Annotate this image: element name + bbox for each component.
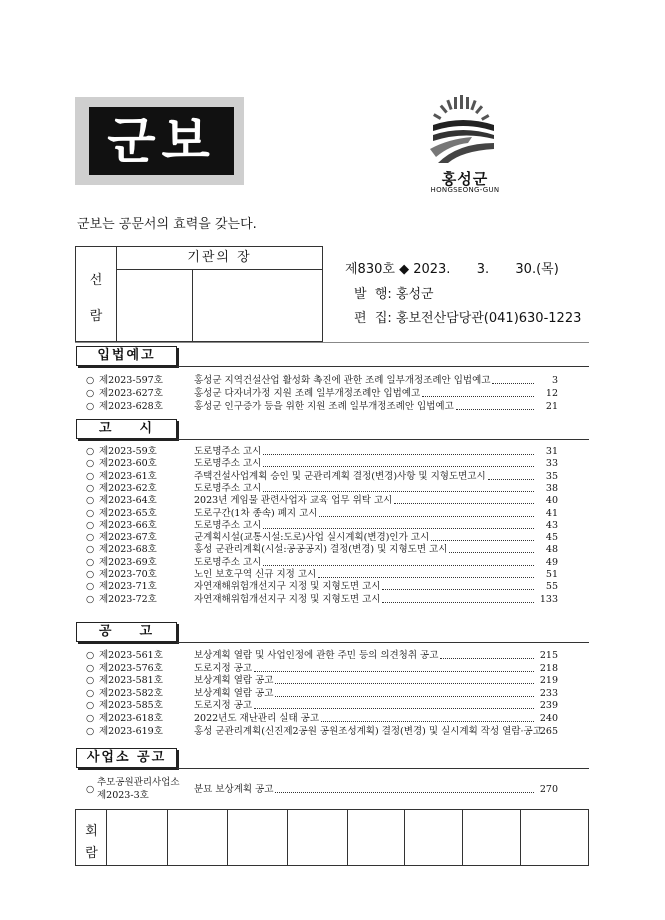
signature-cell [521,810,588,865]
bullet: ○ [86,675,95,687]
bullet: ○ [86,556,95,568]
bullet: ○ [86,581,95,593]
list-item[interactable] [86,507,558,520]
section-rule [177,439,589,440]
item-page: 35 [545,470,558,482]
bullet: ○ [86,687,95,699]
bullet: ○ [86,725,95,737]
list-item[interactable] [86,400,558,413]
bullet: ○ [86,401,95,412]
list-item[interactable] [86,568,558,581]
list-item[interactable] [86,387,558,400]
item-title: 주택건설사업계획 승인 및 군관리계획 결정(변경)사항 및 지형도면고시 [194,470,486,482]
section-rule [177,768,589,769]
list-item[interactable] [86,776,558,802]
leader-dots [263,556,534,566]
leader-dots [263,445,534,455]
masthead-frame [75,97,244,185]
item-title: 노인 보호구역 신규 지정 고시 [194,569,317,580]
leader-dots [254,662,534,672]
item-title: 보상계획 열람 공고 [194,675,274,687]
list-item[interactable] [86,556,558,569]
item-page: 38 [545,482,558,494]
logo-name: 홍성군 [441,170,489,188]
item-page: 219 [539,675,558,687]
signature-cell [288,810,348,865]
bullet: ○ [86,458,95,470]
list-item[interactable] [86,470,558,483]
section-header-office-announcement: 사업소 공고 [76,748,177,768]
bullet: ○ [86,662,95,674]
review-label [76,810,107,865]
circulation-label [76,247,117,341]
item-number: 제2023-628호 [99,401,163,412]
item-number: 제2023-59호 [99,446,157,457]
item-title: 도로명주소 고시 [194,458,262,470]
list-item[interactable] [86,712,558,725]
list-item[interactable] [86,494,558,507]
item-page: 45 [545,532,558,544]
issue-number: 제830호 [345,262,395,277]
item-title: 도로명주소 고시 [194,519,262,531]
item-title: 홍성군 다자녀가정 지원 조례 일부개정조례안 입법예고 [194,388,421,399]
item-title: 도로명주소 고시 [194,556,262,568]
list-item[interactable] [86,687,558,700]
bullet: ○ [86,375,95,386]
item-number: 제2023-627호 [99,388,163,399]
item-title: 홍성군 인구증가 등을 위한 지원 조례 일부개정조례안 입법예고 [194,401,454,412]
list-item[interactable] [86,699,558,712]
leader-dots [263,457,534,467]
leader-dots [275,783,534,793]
publisher-line [354,283,434,302]
section-header-notice: 고 시 [76,419,177,439]
signature-cell [463,810,521,865]
signature-cell [348,810,405,865]
bullet: ○ [86,544,95,556]
item-page: 43 [545,519,558,531]
item-number: 제2023-3호 [97,790,149,801]
item-title: 2022년도 재난관리 실태 공고 [194,713,320,724]
item-title: 자연재해위험개선지구 지정 및 지형도면 고시 [194,593,381,605]
item-page: 48 [545,544,558,556]
list-item[interactable] [86,674,558,687]
leader-dots [382,593,534,603]
item-page: 40 [545,495,558,507]
item-number: 제2023-582호 [99,687,163,699]
item-title: 도로지정 공고 [194,700,253,712]
item-title: 도로지정 공고 [194,662,253,674]
publisher: 홍성군 [395,287,434,302]
logo-english-name: HONGSEONG-GUN [430,186,500,194]
item-title: 홍성군 지역건설산업 활성화 촉진에 관한 조례 일부개정조례안 입법예고 [194,375,491,386]
issue-line [345,258,559,277]
leader-dots [319,507,534,517]
item-page: 51 [545,569,558,580]
item-number: 제2023-62호 [99,482,157,494]
leader-dots [382,580,534,590]
item-title: 보상계획 열람 및 사업인정에 관한 주민 등의 의견청취 공고 [194,650,439,661]
item-page: 55 [545,581,558,593]
item-page: 3 [551,375,558,386]
list-item[interactable] [86,457,558,470]
item-number: 제2023-66호 [99,519,157,531]
bullet: ○ [86,650,95,661]
item-number: 제2023-67호 [99,532,157,544]
item-title: 도로명주소 고시 [194,446,262,457]
bullet: ○ [86,784,95,795]
item-page: 31 [545,446,558,457]
tagline: 군보는 공문서의 효력을 갖는다. [77,217,257,232]
editor: 홍보전산담당관(041)630-1223 [395,311,582,326]
editor-line [354,307,581,326]
item-number: 제2023-585호 [99,700,163,712]
circulation-label-bottom: 람 [89,309,103,324]
item-number: 제2023-70호 [99,569,157,580]
circulation-label-top: 선 [89,273,103,288]
item-title: 홍성 군관리계획(시설:공공공지) 결정(변경) 및 지형도면 고시 [194,544,448,556]
list-item[interactable] [86,543,558,556]
editor-label: 편 집: [354,311,392,326]
item-number: 제2023-69호 [99,556,157,568]
list-item[interactable] [86,649,558,662]
office-name: 추모공원관리사업소 [97,777,180,788]
list-item[interactable] [86,531,558,544]
item-number: 제2023-581호 [99,675,163,687]
bullet: ○ [86,388,95,399]
leader-dots [254,699,534,709]
section-header-legislation: 입법예고 [76,346,177,366]
item-number: 제2023-71호 [99,581,157,593]
list-item[interactable] [86,593,558,606]
publisher-label: 발 행: [354,287,392,302]
item-page: 215 [539,650,558,661]
signature-cell [405,810,463,865]
section-header-announcement: 공 고 [76,622,177,642]
item-page: 233 [539,687,558,699]
item-page: 240 [539,713,558,724]
review-label-bottom: 람 [85,846,98,861]
bullet: ○ [86,507,95,519]
bullet: ○ [86,713,95,724]
item-number: 제2023-65호 [99,507,157,519]
leader-dots [275,674,534,684]
diamond-icon: ◆ [399,262,410,277]
item-number: 제2023-60호 [99,458,157,470]
issue-year: 2023. [413,262,451,277]
item-title: 2023년 게임물 관련사업자 교육 업무 위탁 고시 [194,495,393,507]
section-rule [177,642,589,643]
divider [75,342,589,343]
signature-cell [107,810,168,865]
item-title: 도로구간(1차 종속) 폐지 고시 [194,507,318,519]
leader-dots [318,568,534,578]
signature-cell [117,270,193,341]
item-page: 41 [545,507,558,519]
item-page: 33 [545,458,558,470]
item-title: 자연재해위험개선지구 지정 및 지형도면 고시 [194,581,381,593]
review-label-top: 회 [85,824,98,839]
bullet: ○ [86,569,95,580]
list-item[interactable] [86,519,558,532]
bullet: ○ [86,532,95,544]
bullet: ○ [86,495,95,507]
bullet: ○ [86,446,95,457]
item-title: 군계획시설(교통시설:도로)사업 실시계획(변경)인가 고시 [194,532,430,544]
leader-dots [275,687,534,697]
item-page: 12 [545,388,558,399]
bullet: ○ [86,700,95,712]
bullet: ○ [86,519,95,531]
item-page: 218 [539,662,558,674]
item-number: 제2023-576호 [99,662,163,674]
list-item[interactable] [86,374,558,387]
signature-cell [228,810,288,865]
masthead-title: 군보 [89,107,234,175]
issue-month: 3. [476,262,490,277]
item-page: 239 [539,700,558,712]
list-item[interactable] [86,725,558,738]
hongseong-logo-icon [428,95,498,165]
item-title: 도로명주소 고시 [194,482,262,494]
list-item[interactable] [86,662,558,675]
list-item[interactable] [86,445,558,458]
bullet: ○ [86,482,95,494]
list-item[interactable] [86,482,558,495]
leader-dots [321,712,534,722]
circulation-header: 기관의 장 [117,247,322,270]
issue-day: 30.(목) [515,262,559,277]
signature-cell [168,810,228,865]
leader-dots [263,482,534,492]
item-page: 21 [545,401,558,412]
item-number: 제2023-619호 [99,725,163,737]
item-title: 분묘 보상계획 공고 [194,784,274,795]
bullet: ○ [86,470,95,482]
item-title: 보상계획 열람 공고 [194,687,274,699]
bullet: ○ [86,593,95,605]
item-number: 제2023-561호 [99,650,163,661]
circulation-box [75,246,323,342]
item-number: 제2023-597호 [99,375,163,386]
review-grid [75,809,589,866]
item-number: 제2023-68호 [99,544,157,556]
item-page: 133 [539,593,558,605]
item-page: 270 [539,784,558,795]
list-item[interactable] [86,580,558,593]
item-number: 제2023-61호 [99,470,157,482]
item-page: 49 [545,556,558,568]
item-number: 제2023-72호 [99,593,157,605]
section-rule [177,366,589,367]
leader-dots [263,519,534,529]
item-number: 제2023-64호 [99,495,157,507]
item-page: 265 [539,725,558,737]
item-number: 제2023-618호 [99,713,163,724]
leader-dots [394,494,534,504]
item-title: 홍성 군관리계획(신진제2공원 공원조성계획) 결정(변경) 및 실시계획 작성 열람·공고 [194,725,542,737]
